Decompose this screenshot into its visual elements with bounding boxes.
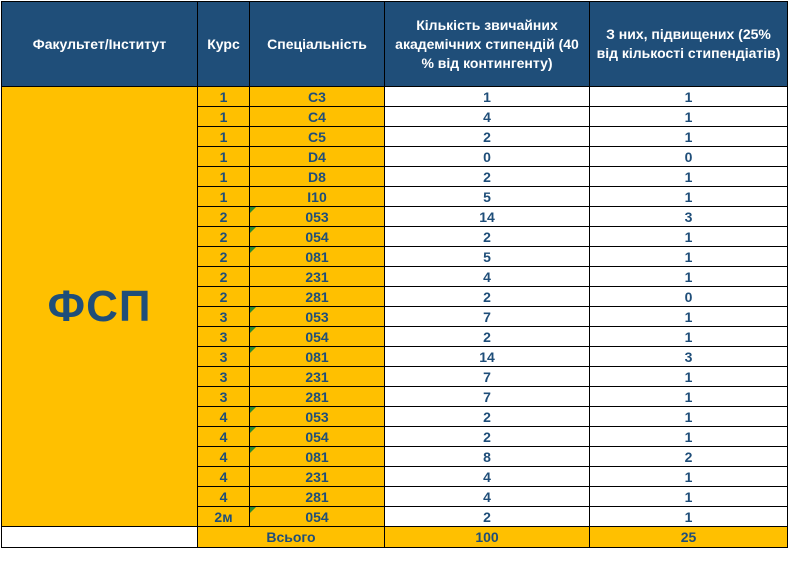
course-cell: 4 [198,487,250,507]
specialty-cell [250,487,385,507]
specialty-code: 231 [305,468,329,485]
comment-marker-icon [250,227,256,233]
course-cell: 2 [198,247,250,267]
increased-count-cell: 0 [590,147,788,167]
regular-count-cell: 2 [385,327,590,347]
specialty-cell [250,267,385,287]
specialty-code: 053 [305,308,329,325]
specialty-cell [250,87,385,107]
regular-count-cell: 5 [385,187,590,207]
header-faculty: Факультет/Інститут [2,2,198,87]
course-cell: 2 [198,207,250,227]
specialty-code: C4 [308,108,326,125]
specialty-code: C3 [308,88,326,105]
course-cell: 4 [198,447,250,467]
specialty-cell [250,507,385,527]
specialty-code: 281 [305,388,329,405]
course-cell: 4 [198,427,250,447]
comment-marker-icon [250,507,256,513]
specialty-cell [250,347,385,367]
specialty-code: I10 [307,188,327,205]
specialty-code: 081 [305,448,329,465]
header-regular-scholarships: Кількість звичайних академічних стипендій (40 % від контингенту) [385,2,590,87]
specialty-code: 054 [305,228,329,245]
total-row [2,527,788,548]
specialty-cell [250,247,385,267]
increased-count-cell: 1 [590,507,788,527]
increased-count-cell: 1 [590,167,788,187]
course-cell: 4 [198,407,250,427]
increased-count-cell: 0 [590,287,788,307]
course-cell: 3 [198,327,250,347]
comment-marker-icon [250,307,256,313]
increased-count-cell: 1 [590,87,788,107]
course-cell: 1 [198,147,250,167]
specialty-code: 054 [305,328,329,345]
specialty-cell [250,127,385,147]
increased-count-cell: 1 [590,407,788,427]
course-cell: 1 [198,167,250,187]
regular-count-cell: 2 [385,227,590,247]
increased-count-cell: 1 [590,127,788,147]
specialty-code: C5 [308,128,326,145]
increased-count-cell: 1 [590,467,788,487]
specialty-code: 081 [305,348,329,365]
specialty-cell [250,387,385,407]
specialty-code: 281 [305,488,329,505]
comment-marker-icon [250,407,256,413]
specialty-code: 231 [305,368,329,385]
increased-count-cell: 1 [590,327,788,347]
regular-count-cell: 8 [385,447,590,467]
increased-count-cell: 1 [590,187,788,207]
regular-count-cell: 5 [385,247,590,267]
regular-count-cell: 7 [385,307,590,327]
specialty-code: 054 [305,428,329,445]
specialty-code: 231 [305,268,329,285]
specialty-cell [250,187,385,207]
total-empty-cell [2,527,198,548]
specialty-cell [250,327,385,347]
course-cell: 2 [198,267,250,287]
comment-marker-icon [250,427,256,433]
scholarship-table [1,1,788,548]
course-cell: 1 [198,107,250,127]
comment-marker-icon [250,247,256,253]
regular-count-cell: 4 [385,107,590,127]
increased-count-cell: 1 [590,227,788,247]
total-label: Всього [198,527,385,548]
course-cell: 1 [198,187,250,207]
course-cell: 4 [198,467,250,487]
specialty-cell [250,447,385,467]
specialty-cell [250,407,385,427]
course-cell: 2м [198,507,250,527]
specialty-code: 053 [305,408,329,425]
table-row [2,87,788,107]
increased-count-cell: 1 [590,487,788,507]
specialty-cell [250,367,385,387]
header-specialty: Спеціальність [250,2,385,87]
increased-count-cell: 1 [590,387,788,407]
specialty-cell [250,467,385,487]
regular-count-cell: 4 [385,267,590,287]
course-cell: 1 [198,127,250,147]
course-cell: 1 [198,87,250,107]
regular-count-cell: 4 [385,487,590,507]
regular-count-cell: 4 [385,467,590,487]
regular-count-cell: 1 [385,87,590,107]
course-cell: 2 [198,287,250,307]
comment-marker-icon [250,447,256,453]
specialty-cell [250,207,385,227]
header-increased-scholarships: З них, підвищених (25% від кількості стипендіатів) [590,2,788,87]
course-cell: 3 [198,387,250,407]
specialty-code: D8 [308,168,326,185]
increased-count-cell: 1 [590,247,788,267]
increased-count-cell: 1 [590,367,788,387]
faculty-name: ФСП [2,87,198,527]
increased-count-cell: 1 [590,107,788,127]
increased-count-cell: 3 [590,207,788,227]
specialty-code: 081 [305,248,329,265]
regular-count-cell: 7 [385,367,590,387]
regular-count-cell: 14 [385,347,590,367]
regular-count-cell: 2 [385,287,590,307]
specialty-cell [250,167,385,187]
specialty-code: 054 [305,508,329,525]
comment-marker-icon [250,347,256,353]
regular-count-cell: 2 [385,127,590,147]
increased-count-cell: 1 [590,307,788,327]
regular-count-cell: 2 [385,167,590,187]
regular-count-cell: 7 [385,387,590,407]
increased-count-cell: 1 [590,427,788,447]
comment-marker-icon [250,327,256,333]
table-body [2,87,788,548]
course-cell: 3 [198,367,250,387]
course-cell: 3 [198,307,250,327]
specialty-code: 053 [305,208,329,225]
specialty-code: 281 [305,288,329,305]
specialty-cell [250,427,385,447]
specialty-code: D4 [308,148,326,165]
course-cell: 3 [198,347,250,367]
specialty-cell [250,107,385,127]
total-increased: 25 [590,527,788,548]
total-regular: 100 [385,527,590,548]
regular-count-cell: 2 [385,507,590,527]
regular-count-cell: 0 [385,147,590,167]
course-cell: 2 [198,227,250,247]
increased-count-cell: 2 [590,447,788,467]
regular-count-cell: 14 [385,207,590,227]
increased-count-cell: 1 [590,267,788,287]
specialty-cell [250,307,385,327]
increased-count-cell: 3 [590,347,788,367]
regular-count-cell: 2 [385,427,590,447]
specialty-cell [250,227,385,247]
regular-count-cell: 2 [385,407,590,427]
specialty-cell [250,287,385,307]
header-row [2,2,788,87]
comment-marker-icon [250,207,256,213]
header-course: Курс [198,2,250,87]
specialty-cell [250,147,385,167]
